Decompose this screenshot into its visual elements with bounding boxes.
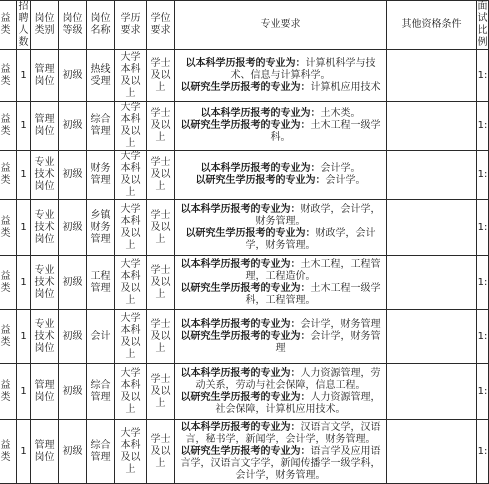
cell-category: 益类 [0,256,17,310]
undergrad-label: 以本科学历报考的专业为： [180,421,301,433]
postgrad-majors: 财政学，会计学，财务管理。 [245,227,376,251]
cell-position-name: 综合管理 [87,364,115,420]
undergrad-label: 以本科学历报考的专业为： [180,318,301,330]
undergrad-label: 以本科学历报考的专业为： [180,367,301,379]
cell-education: 大学本科及以上 [115,420,147,484]
header-other: 其他资格条件 [387,1,477,50]
cell-category: 益类 [0,310,17,364]
table-row [0,200,489,256]
undergrad-label: 以本科学历报考的专业为： [200,163,321,174]
table-row [0,50,489,102]
cell-interview-ratio: 1: [477,151,489,200]
cell-interview-ratio: 1: [477,102,489,151]
cell-education: 大学本科及以上 [115,151,147,200]
postgrad-label: 以研究生学历报考的专业为： [180,391,311,403]
cell-major-requirement [175,102,387,151]
cell-interview-ratio: 1: [477,200,489,256]
table-row [0,420,489,484]
postgrad-label: 以研究生学历报考的专业为： [180,282,311,294]
table-row [0,151,489,200]
cell-grade: 初级 [59,200,87,256]
undergrad-majors: 汉语言文学，汉语言，秘书学，新闻学，会计学，财务管理。 [185,421,381,445]
cell-interview-ratio: 1: [477,310,489,364]
cell-position-name: 综合管理 [87,102,115,151]
undergrad-label: 以本科学历报考的专业为： [185,57,306,69]
undergrad-label: 以本科学历报考的专业为： [180,258,301,270]
cell-position-name: 工程管理 [87,256,115,310]
cell-grade: 初级 [59,50,87,102]
undergrad-majors: 会计学，财务管理 [300,318,381,330]
cell-category: 益类 [0,420,17,484]
undergrad-majors: 计算机科学与技术、信息与计算科学。 [230,57,376,81]
cell-degree: 学士及以上 [147,420,175,484]
cell-position-name: 会计 [87,310,115,364]
cell-education: 大学本科及以上 [115,364,147,420]
cell-position-name: 综合管理 [87,420,115,484]
cell-degree: 学士及以上 [147,50,175,102]
undergrad-majors: 会计学。 [320,163,361,174]
header-category: 益类 [0,1,17,50]
cell-other-qualifications [387,420,477,484]
cell-education: 大学本科及以上 [115,256,147,310]
postgrad-label: 以研究生学历报考的专业为： [180,330,311,342]
cell-degree: 学士及以上 [147,151,175,200]
header-type: 岗位类别 [31,1,59,50]
cell-type: 管理岗位 [31,364,59,420]
undergrad-majors: 土木类。 [320,108,361,119]
cell-major-requirement [175,200,387,256]
postgrad-majors: 会计学。 [325,175,366,186]
cell-interview-ratio: 1: [477,420,489,484]
cell-position-name: 乡镇财务管理 [87,200,115,256]
postgrad-majors: 会计学，财务管理 [275,330,381,354]
cell-category: 益类 [0,50,17,102]
cell-count: 1 [17,50,31,102]
table-row [0,102,489,151]
postgrad-majors: 土木工程一级学科，工程管理。 [245,282,381,306]
cell-count: 1 [17,102,31,151]
cell-other-qualifications [387,364,477,420]
cell-grade: 初级 [59,151,87,200]
cell-position-name: 财务管理 [87,151,115,200]
cell-education: 大学本科及以上 [115,200,147,256]
cell-grade: 初级 [59,102,87,151]
undergrad-majors: 土木工程，工程管理，工程造价。 [245,258,381,282]
cell-type: 专业技术岗位 [31,151,59,200]
cell-grade: 初级 [59,420,87,484]
postgrad-majors: 计算机应用技术 [310,81,381,93]
cell-category: 益类 [0,364,17,420]
cell-interview-ratio: 1: [477,364,489,420]
cell-count: 1 [17,151,31,200]
cell-count: 1 [17,200,31,256]
cell-category: 益类 [0,102,17,151]
header-count: 招聘人数 [18,1,29,48]
postgrad-label: 以研究生学历报考的专业为： [180,445,311,457]
undergrad-label: 以本科学历报考的专业为： [180,203,301,215]
cell-count: 1 [17,256,31,310]
cell-major-requirement [175,310,387,364]
cell-degree: 学士及以上 [147,200,175,256]
table-row [0,256,489,310]
cell-degree: 学士及以上 [147,364,175,420]
postgrad-label: 以研究生学历报考的专业为： [180,81,311,93]
cell-education: 大学本科及以上 [115,102,147,151]
cell-grade: 初级 [59,256,87,310]
header-edu: 学历要求 [115,1,147,50]
cell-type: 管理岗位 [31,50,59,102]
header-name: 岗位名称 [87,1,115,50]
postgrad-majors: 语言学及应用语言学，汉语言文字学，新闻传播学一级学科，会计学，财务管理。 [180,445,381,481]
cell-major-requirement [175,256,387,310]
cell-category: 益类 [0,200,17,256]
cell-interview-ratio: 1: [477,256,489,310]
cell-other-qualifications [387,50,477,102]
cell-type: 管理岗位 [31,102,59,151]
cell-major-requirement [175,50,387,102]
header-major: 专业要求 [175,1,387,50]
cell-category: 益类 [0,151,17,200]
table-row [0,364,489,420]
header-degree: 学位要求 [147,1,175,50]
cell-grade: 初级 [59,310,87,364]
header-interview-ratio: 面试比例 [477,1,488,48]
undergrad-majors: 人力资源管理，劳动关系，劳动与社会保障，信息工程。 [195,367,381,391]
cell-type: 专业技术岗位 [31,256,59,310]
cell-grade: 初级 [59,364,87,420]
cell-type: 专业技术岗位 [31,310,59,364]
postgrad-majors: 土木工程一级学科。 [270,120,381,143]
postgrad-label: 以研究生学历报考的专业为： [195,175,326,186]
cell-education: 大学本科及以上 [115,310,147,364]
cell-count: 1 [17,420,31,484]
cell-education: 大学本科及以上 [115,50,147,102]
undergrad-majors: 财政学，会计学，财务管理。 [255,203,381,227]
cell-count: 1 [17,310,31,364]
cell-other-qualifications [387,102,477,151]
postgrad-majors: 人力资源管理，社会保障，计算机应用技术。 [215,391,381,415]
cell-other-qualifications [387,310,477,364]
table-row [0,310,489,364]
cell-type: 管理岗位 [31,420,59,484]
cell-other-qualifications [387,200,477,256]
cell-interview-ratio: 1: [477,50,489,102]
cell-degree: 学士及以上 [147,102,175,151]
cell-position-name: 热线受理 [87,50,115,102]
cell-major-requirement [175,151,387,200]
postgrad-label: 以研究生学历报考的专业为： [185,227,316,239]
header-grade: 岗位等级 [59,1,87,50]
undergrad-label: 以本科学历报考的专业为： [200,108,321,119]
cell-degree: 学士及以上 [147,310,175,364]
cell-other-qualifications [387,256,477,310]
postgrad-label: 以研究生学历报考的专业为： [180,120,311,131]
cell-degree: 学士及以上 [147,256,175,310]
cell-type: 专业技术岗位 [31,200,59,256]
cell-other-qualifications [387,151,477,200]
header-row [0,1,489,50]
cell-major-requirement [175,420,387,484]
cell-count: 1 [17,364,31,420]
cell-major-requirement [175,364,387,420]
